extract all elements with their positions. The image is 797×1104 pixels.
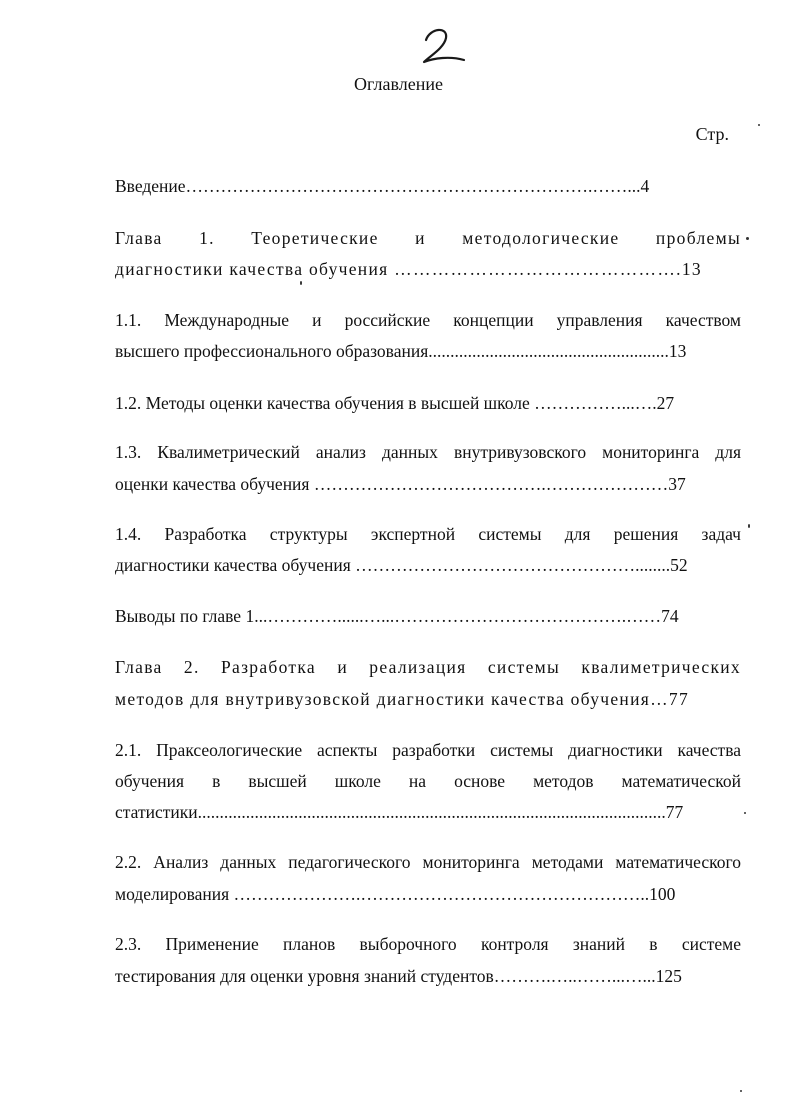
scan-speck [748, 524, 750, 528]
page-title: Оглавление [354, 74, 443, 94]
toc-entry-1-4-line-1: 1.4. Разработка структуры экспертной системы для решения задач [115, 524, 741, 544]
toc-entry-chapter-2-line-1: Глава 2. Разработка и реализация системы квалиметрических [115, 657, 741, 677]
page-column-label: Стр. [695, 124, 729, 144]
toc-entry-2-3-line-1: 2.3. Применение планов выборочного контроля знаний в системе [115, 934, 741, 954]
scan-speck [746, 237, 749, 240]
scan-speck [744, 812, 746, 814]
toc-entry-2-1-line-3: статистики...........................................................................................................77 [115, 802, 684, 822]
scan-speck [758, 124, 760, 126]
toc-entry-2-2-line-1: 2.2. Анализ данных педагогического мониторинга методами математического [115, 852, 741, 872]
toc-entry-intro: Введение…………………………………………………………….……...4 [115, 176, 650, 196]
toc-entry-1-3-line-2: оценки качества обучения ………………………………….…………………37 [115, 474, 686, 494]
toc-entry-2-2-line-2: моделирования ………………….…………………………………………..100 [115, 884, 676, 904]
toc-entry-2-3-line-2: тестирования для оценки уровня знаний студентов……….…..……...…...125 [115, 966, 682, 986]
toc-entry-chapter-1-line-2: диагностики качества обучения ……………………………………….13 [115, 259, 702, 279]
toc-entry-2-1-line-2: обучения в высшей школе на основе методов математической [115, 771, 741, 791]
scan-speck [300, 281, 302, 285]
toc-entry-1-3-line-1: 1.3. Квалиметрический анализ данных внутривузовского мониторинга для [115, 442, 741, 462]
toc-entry-1-4-line-2: диагностики качества обучения …………………………………………........52 [115, 555, 688, 575]
scan-speck [740, 1090, 742, 1092]
handwritten-page-number [420, 26, 466, 66]
toc-entry-conclusions-1: Выводы по главе 1...…………......…...………………………………….……74 [115, 606, 679, 626]
toc-entry-1-1-line-1: 1.1. Международные и российские концепции управления качеством [115, 310, 741, 330]
toc-entry-1-1-line-2: высшего профессионального образования.......................................................13 [115, 341, 687, 361]
toc-entry-2-1-line-1: 2.1. Праксеологические аспекты разработки системы диагностики качества [115, 740, 741, 760]
toc-entry-1-2: 1.2. Методы оценки качества обучения в высшей школе ……………...….27 [115, 393, 675, 413]
toc-entry-chapter-2-line-2: методов для внутривузовской диагностики качества обучения…77 [115, 689, 689, 709]
toc-entry-chapter-1-line-1: Глава 1. Теоретические и методологические проблемы [115, 228, 741, 248]
